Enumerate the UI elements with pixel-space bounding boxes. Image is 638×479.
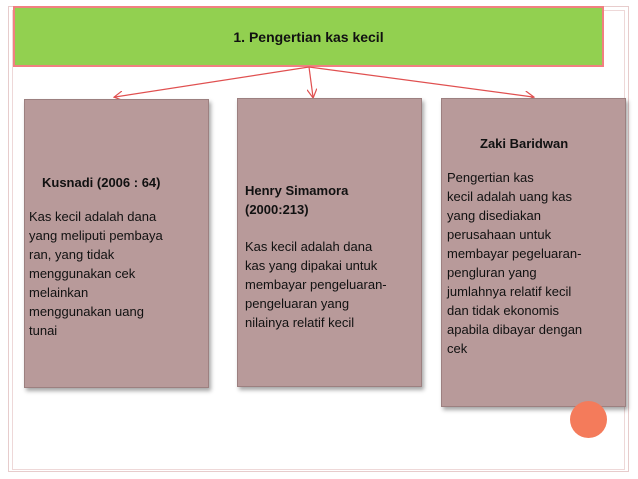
definition-box-kusnadi [24,99,209,388]
title-text: 1. Pengertian kas kecil [233,28,384,45]
box-heading: Kusnadi (2006 : 64) [42,175,161,190]
arrow-middle [309,67,313,97]
arrow-right [309,67,533,97]
box-text: Kas kecil adalah dana yang meliputi pembaya ran, yang tidak menggunakan cek melainkan menggunakan uang tunai [29,209,163,338]
box-text: Pengertian kas kecil adalah uang kas yang disediakan perusahaan untuk membayar pegeluaran- pengluran yang jumlahnya relatif kecil dan tidak ekonomis apabila dibayar dengan cek [447,170,583,356]
decorative-circle [570,401,607,438]
definition-box-baridwan [441,98,626,407]
box-text: Kas kecil adalah dana kas yang dipakai untuk membayar pengeluaran- pengeluaran yang nilainya relatif kecil [245,239,387,330]
definition-box-simamora [237,98,422,387]
box-heading: Zaki Baridwan [480,136,569,151]
box-heading: Henry Simamora (2000:213) [245,183,349,217]
arrow-left [115,67,309,97]
